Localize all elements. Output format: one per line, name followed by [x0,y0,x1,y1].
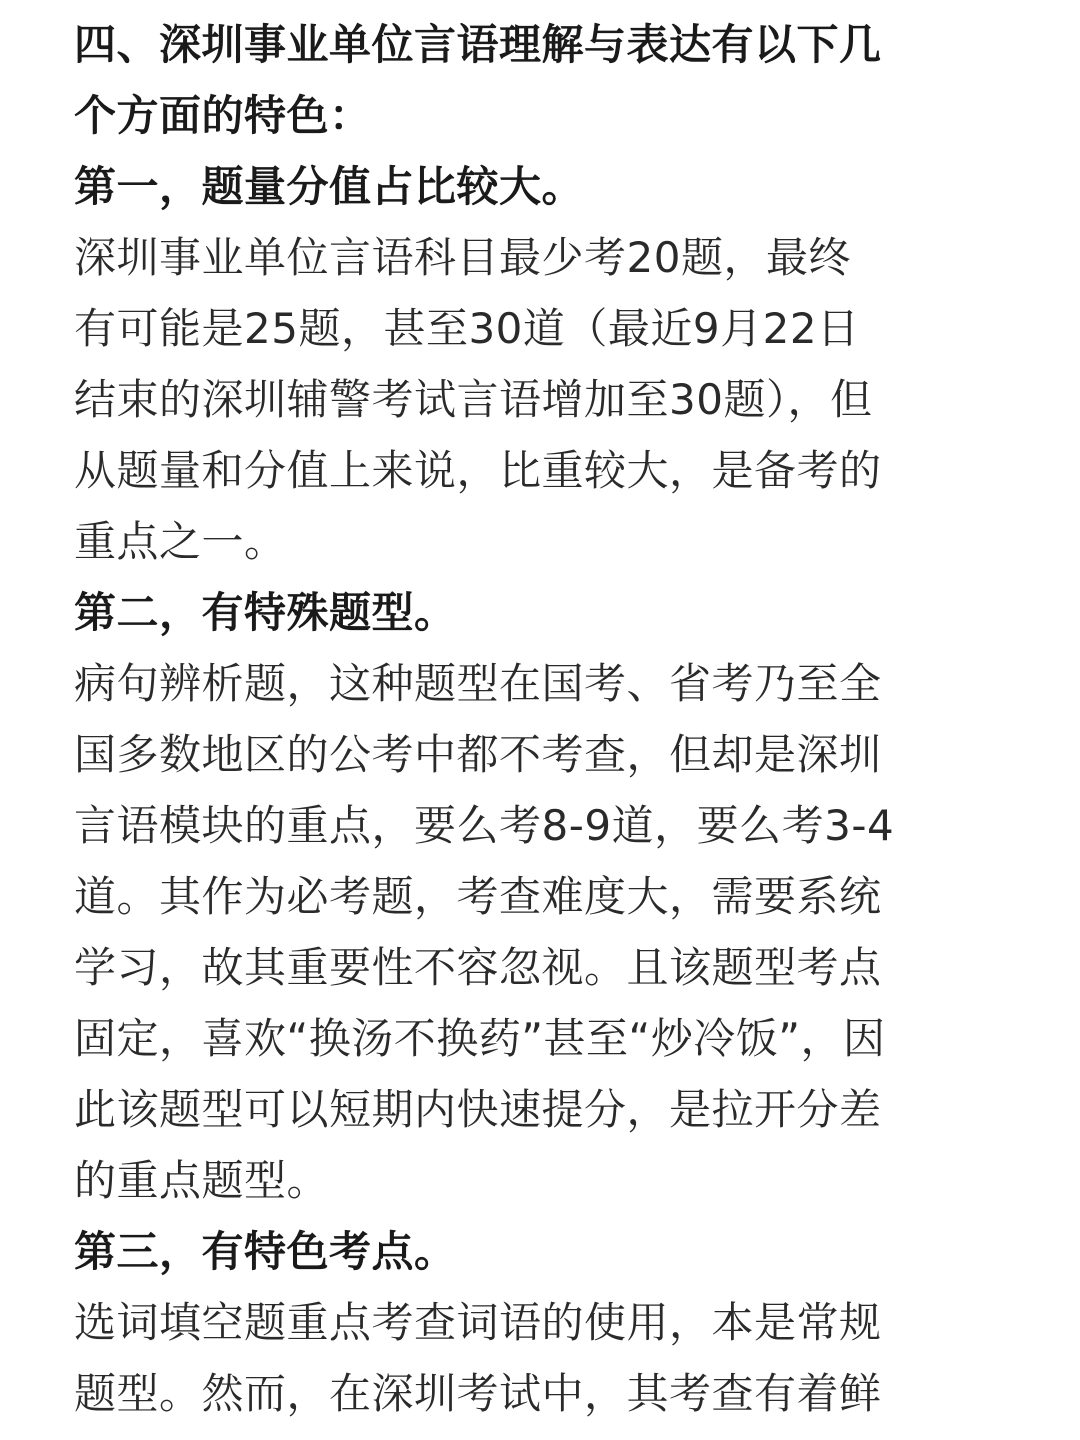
article-title-line-1: 四、深圳事业单位言语理解与表达有以下几 [74,20,882,69]
section-3-paragraph-line: 题型。然而，在深圳考试中，其考查有着鲜 [74,1369,882,1418]
section-2-paragraph-line: 学习，故其重要性不容忽视。且该题型考点 [74,943,882,992]
section-2-paragraph-line: 道。其作为必考题，考查难度大，需要系统 [74,872,882,921]
section-2-paragraph-line: 的重点题型。 [74,1156,330,1205]
section-1-paragraph-line: 有可能是25题，甚至30道（最近9月22日 [74,304,860,353]
section-1-paragraph-line: 从题量和分值上来说，比重较大，是备考的 [74,446,882,495]
section-2-paragraph-line: 病句辨析题，这种题型在国考、省考乃至全 [74,659,882,708]
section-2-paragraph-line: 国多数地区的公考中都不考查，但却是深圳 [74,730,882,779]
article-title-line-2: 个方面的特色： [74,91,372,140]
section-1-paragraph-line: 重点之一。 [74,517,287,566]
section-1-paragraph-line: 结束的深圳辅警考试言语增加至30题），但 [74,375,873,424]
section-2-paragraph-line: 言语模块的重点，要么考8-9道，要么考3-4 [74,801,895,850]
section-3-paragraph-line: 选词填空题重点考查词语的使用，本是常规 [74,1298,882,1347]
section-2-paragraph-line: 此该题型可以短期内快速提分，是拉开分差 [74,1085,882,1134]
section-1-paragraph-line: 深圳事业单位言语科目最少考20题，最终 [74,233,851,282]
section-3-heading: 第三，有特色考点。 [74,1227,457,1276]
section-2-heading: 第二，有特殊题型。 [74,588,457,637]
section-1-heading: 第一，题量分值占比较大。 [74,162,585,211]
section-2-paragraph-line: 固定，喜欢“换汤不换药”甚至“炒冷饭”，因 [74,1014,886,1063]
